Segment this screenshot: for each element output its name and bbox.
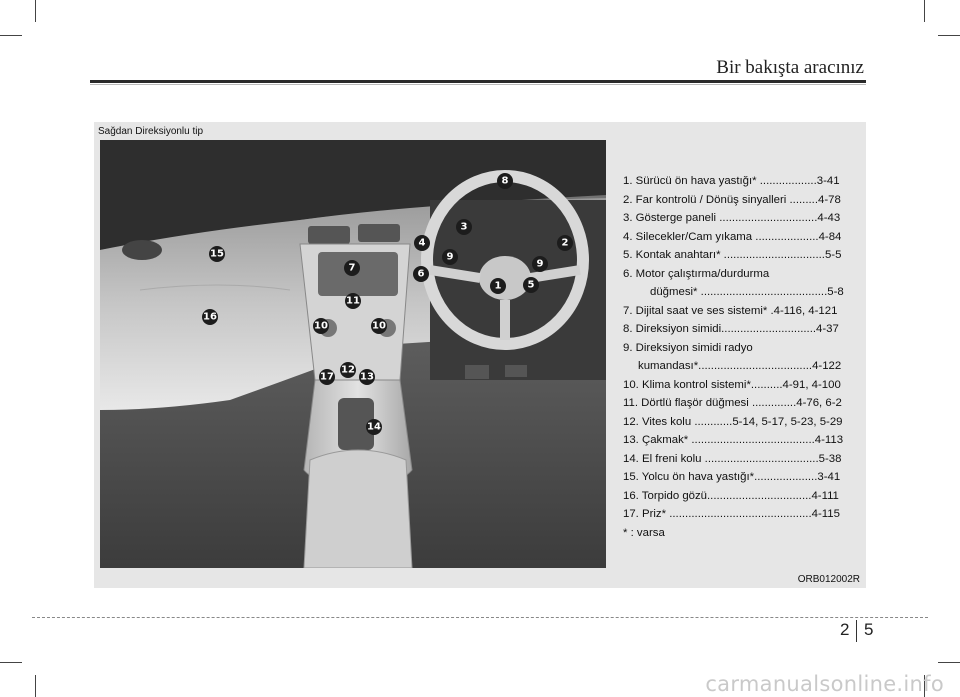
legend-item-4: 4. Silecekler/Cam yıkama ....................4-84 — [623, 230, 842, 243]
figure-code: ORB012002R — [797, 574, 860, 585]
callout-11 — [345, 293, 361, 309]
svg-text:5: 5 — [527, 279, 535, 291]
legend-footnote: * : varsa — [623, 526, 665, 539]
callout-17 — [319, 369, 335, 385]
callout-13 — [359, 369, 375, 385]
left-vent — [122, 240, 162, 260]
svg-text:17: 17 — [320, 371, 334, 383]
svg-text:10: 10 — [314, 320, 328, 332]
center-vent-left — [308, 226, 350, 244]
figure-label: Sağdan Direksiyonlu tip — [98, 126, 204, 137]
crop-mark — [938, 35, 960, 36]
svg-text:7: 7 — [348, 262, 356, 274]
svg-text:6: 6 — [417, 268, 425, 280]
legend-item-2: 2. Far kontrolü / Dönüş sinyalleri .........4-78 — [623, 193, 841, 206]
legend-item-9: 9. Direksiyon simidi radyo — [623, 341, 753, 354]
audio-unit — [318, 252, 398, 296]
legend-item-13: 13. Çakmak* .......................................4-113 — [623, 434, 844, 446]
svg-text:16: 16 — [203, 311, 217, 323]
legend-item-10: 10. Klima kontrol sistemi*..........4-91, 4-100 — [623, 378, 841, 391]
legend-item-7: 7. Dijital saat ve ses sistemi* .4-116, 4-121 — [623, 304, 838, 317]
callout-14 — [366, 419, 382, 435]
dashboard-illustration — [100, 140, 606, 568]
legend-item-5: 5. Kontak anahtarı* ................................5-5 — [623, 249, 842, 261]
svg-text:1: 1 — [494, 280, 502, 292]
legend-item-17: 17. Priz* .............................................4-115 — [623, 508, 840, 520]
svg-text:9: 9 — [446, 251, 454, 263]
callout-16 — [202, 309, 218, 325]
pedal — [505, 365, 527, 377]
callout-1 — [490, 278, 506, 294]
legend-item-1: 1. Sürücü ön hava yastığı* ..................3-41 — [623, 175, 840, 187]
svg-text:11: 11 — [346, 295, 360, 307]
section-title: Bir bakışta aracınız — [716, 57, 864, 78]
legend-item-14: 14. El freni kolu ....................................5-38 — [623, 452, 842, 465]
callout-10-right — [371, 318, 387, 334]
legend-item-11: 11. Dörtlü flaşör düğmesi ..............4-76, 6-2 — [623, 397, 842, 409]
callout-10-left — [313, 318, 329, 334]
component-legend — [623, 172, 859, 542]
svg-text:4: 4 — [418, 237, 426, 249]
legend-item-8: 8. Direksiyon simidi..............................4-37 — [623, 323, 839, 335]
legend-item-6: 6. Motor çalıştırma/durdurma — [623, 267, 770, 280]
crop-mark — [938, 662, 960, 663]
callout-7 — [344, 260, 360, 276]
legend-item-12: 12. Vites kolu ............5-14, 5-17, 5-23, 5-29 — [623, 415, 843, 428]
page-section-number: 2 — [840, 620, 850, 639]
pedal — [465, 365, 489, 379]
armrest — [304, 450, 412, 568]
page-number: 5 — [864, 620, 874, 639]
center-vent-right — [358, 224, 400, 242]
callout-4 — [414, 235, 430, 251]
svg-text:3: 3 — [460, 221, 468, 233]
callout-9-left — [442, 249, 458, 265]
footer-dashed-rule — [32, 617, 928, 618]
svg-text:8: 8 — [501, 175, 509, 187]
crop-mark — [0, 662, 22, 663]
callout-9-right — [532, 256, 548, 272]
legend-item-16: 16. Torpido gözü.................................4-111 — [623, 489, 839, 502]
legend-item-15: 15. Yolcu ön hava yastığı*....................3-41 — [623, 471, 841, 483]
legend-item-6-cont: düğmesi* ........................................5-8 — [650, 286, 844, 298]
callout-15 — [209, 246, 225, 262]
crop-mark — [35, 0, 36, 22]
legend-item-3: 3. Gösterge paneli ...............................4-43 — [623, 212, 841, 224]
svg-text:10: 10 — [372, 320, 386, 332]
callout-3 — [456, 219, 472, 235]
svg-text:13: 13 — [360, 371, 374, 383]
crop-mark — [35, 675, 36, 697]
page-number-separator — [856, 620, 857, 642]
svg-text:15: 15 — [210, 248, 224, 260]
watermark: carmanualsonline.info — [705, 672, 944, 696]
legend-item-9-cont: kumandası*....................................4-122 — [638, 360, 842, 372]
callout-6 — [413, 266, 429, 282]
header-rule-thin — [90, 84, 866, 85]
svg-text:9: 9 — [536, 258, 544, 270]
crop-mark — [0, 35, 22, 36]
svg-text:12: 12 — [341, 364, 355, 376]
callout-5 — [523, 277, 539, 293]
steering-hub — [479, 256, 531, 300]
svg-text:14: 14 — [367, 421, 381, 433]
callout-8 — [497, 173, 513, 189]
callout-2 — [557, 235, 573, 251]
crop-mark — [924, 0, 925, 22]
svg-text:2: 2 — [561, 237, 569, 249]
header-rule — [90, 80, 866, 83]
callout-12 — [340, 362, 356, 378]
